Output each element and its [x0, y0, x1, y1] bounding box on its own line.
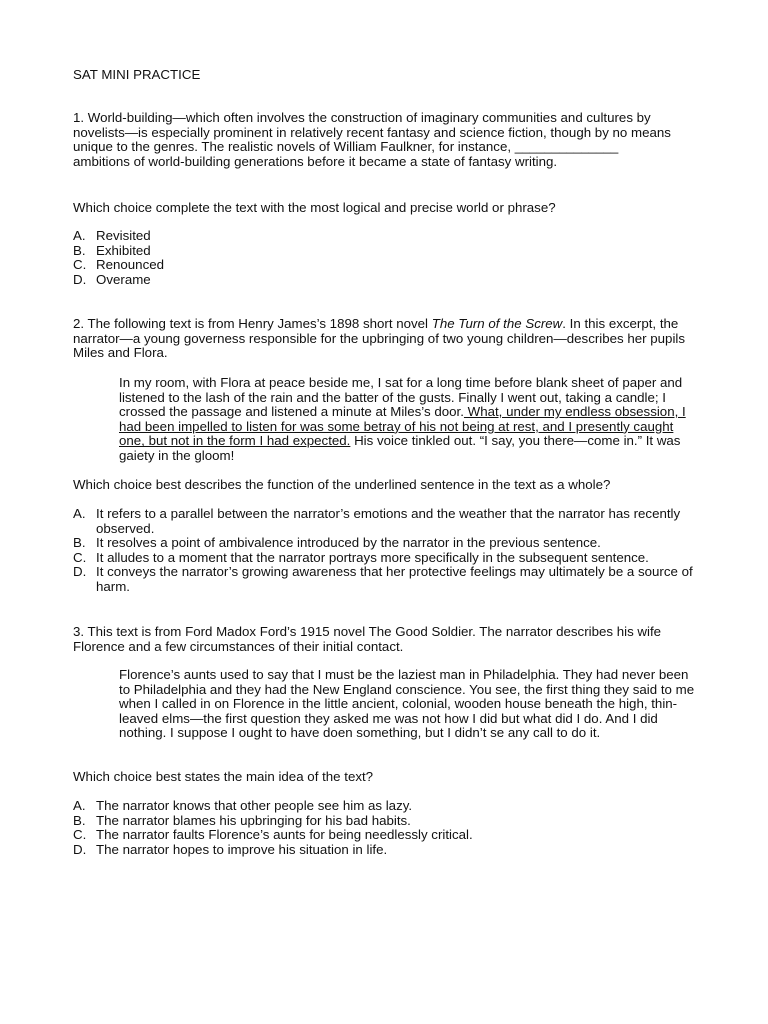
question-1-choices	[73, 229, 713, 287]
question-3-choice-a	[73, 799, 713, 814]
choice-letter: D.	[73, 841, 87, 857]
choice-letter: C.	[73, 549, 87, 565]
choice-letter: C.	[73, 257, 87, 273]
choice-text: It alludes to a moment that the narrator portrays more specifically in the subsequent sentence.	[96, 549, 649, 565]
question-3-intro: 3. This text is from Ford Madox Ford’s 1915 novel The Good Soldier. The narrator describes his wife Florence and a few circumstances of their initial contact.	[73, 624, 662, 654]
page-title: SAT MINI PRACTICE	[73, 67, 201, 82]
book-title: The Turn of the Screw	[431, 316, 563, 331]
choice-letter: C.	[73, 827, 87, 843]
question-1-prompt: 1. World-building—which often involves the construction of imaginary communities and cultures by novelists—is especially prominent in relatively recent fantasy and science fiction, though by no means unique to the genres. The realistic novels of William Faulkner, for instance, ______________ ambitions of world-building generations before it became a state of fantasy writing.	[73, 110, 671, 169]
question-2-choices	[73, 507, 713, 595]
choice-text: The narrator knows that other people see him as lazy.	[96, 798, 413, 813]
question-2-choice-a	[73, 507, 713, 536]
question-3-choice-c	[73, 828, 713, 843]
passage-text-before: In my room, with Flora at peace beside me, I sat for a long time before blank sheet of paper and listened to the lash of the rain and the batter of the gusts. Finally I went out, taking a candle; I crossed the passage and listened a minute at Miles’s door.	[119, 375, 683, 420]
choice-text: It resolves a point of ambivalence introduced by the narrator in the previous sentence.	[96, 535, 601, 551]
choice-letter: B.	[73, 242, 86, 258]
choice-text: Overame	[96, 271, 151, 287]
question-3-choice-b	[73, 814, 713, 829]
passage-text-after: His voice tinkled out. “I say, you there—come in.” It was gaiety in the gloom!	[119, 433, 681, 463]
choice-letter: D.	[73, 271, 87, 287]
question-3-passage: Florence’s aunts used to say that I must be the laziest man in Philadelphia. They had never been to Philadelphia and they had the New England conscience. You see, the first thing they said to me when I called in on Florence in the little ancient, colonial, wooden house beneath the high, thin-leaved elms—the first question they asked me was not how I did but what did I do. And I did nothing. I suppose I ought to have doen something, but I didn’t se any call to do it.	[119, 667, 695, 741]
choice-letter: D.	[73, 564, 87, 580]
choice-letter: B.	[73, 812, 86, 828]
choice-text: Renounced	[96, 257, 165, 273]
question-2-stem: Which choice best describes the function of the underlined sentence in the text as a whole?	[73, 477, 611, 492]
choice-text: It conveys the narrator’s growing awareness that her protective feelings may ultimately be a source of harm.	[96, 564, 693, 594]
choice-letter: B.	[73, 535, 86, 551]
question-2-choice-b	[73, 536, 713, 551]
choice-letter: A.	[73, 798, 86, 813]
question-1-choice-b	[73, 244, 713, 259]
choice-letter: A.	[73, 506, 86, 521]
question-1-stem: Which choice complete the text with the most logical and precise world or phrase?	[73, 200, 556, 215]
question-2-choice-c	[73, 551, 713, 566]
question-1-choice-c	[73, 258, 713, 273]
question-2-passage	[119, 376, 699, 464]
question-2-choice-d	[73, 565, 713, 594]
choice-text: The narrator faults Florence’s aunts for being needlessly critical.	[96, 827, 473, 843]
question-3-choices	[73, 799, 713, 857]
question-2-intro	[73, 317, 693, 361]
question-1-choice-a	[73, 229, 713, 244]
choice-text: Exhibited	[96, 242, 151, 258]
question-3-stem: Which choice best states the main idea of the text?	[73, 769, 374, 784]
choice-text: It refers to a parallel between the narrator’s emotions and the weather that the narrator has recently observed.	[96, 506, 681, 536]
question-2-intro-lead: 2. The following text is from Henry James’s 1898 short novel	[73, 316, 432, 331]
choice-text: Revisited	[96, 228, 151, 243]
choice-text: The narrator hopes to improve his situation in life.	[96, 841, 388, 857]
choice-letter: A.	[73, 228, 86, 243]
underlined-sentence: What, under my endless obsession, I had been impelled to listen for was some betray of his not being at rest, and I presently caught one, but not in the form I had expected.	[119, 404, 686, 449]
question-2-intro-rest: . In this excerpt, the narrator—a young governess responsible for the upbringing of two young children—describes her pupils Miles and Flora.	[73, 316, 686, 361]
question-1-choice-d	[73, 273, 713, 288]
choice-text: The narrator blames his upbringing for his bad habits.	[96, 812, 411, 828]
question-3-choice-d	[73, 843, 713, 858]
